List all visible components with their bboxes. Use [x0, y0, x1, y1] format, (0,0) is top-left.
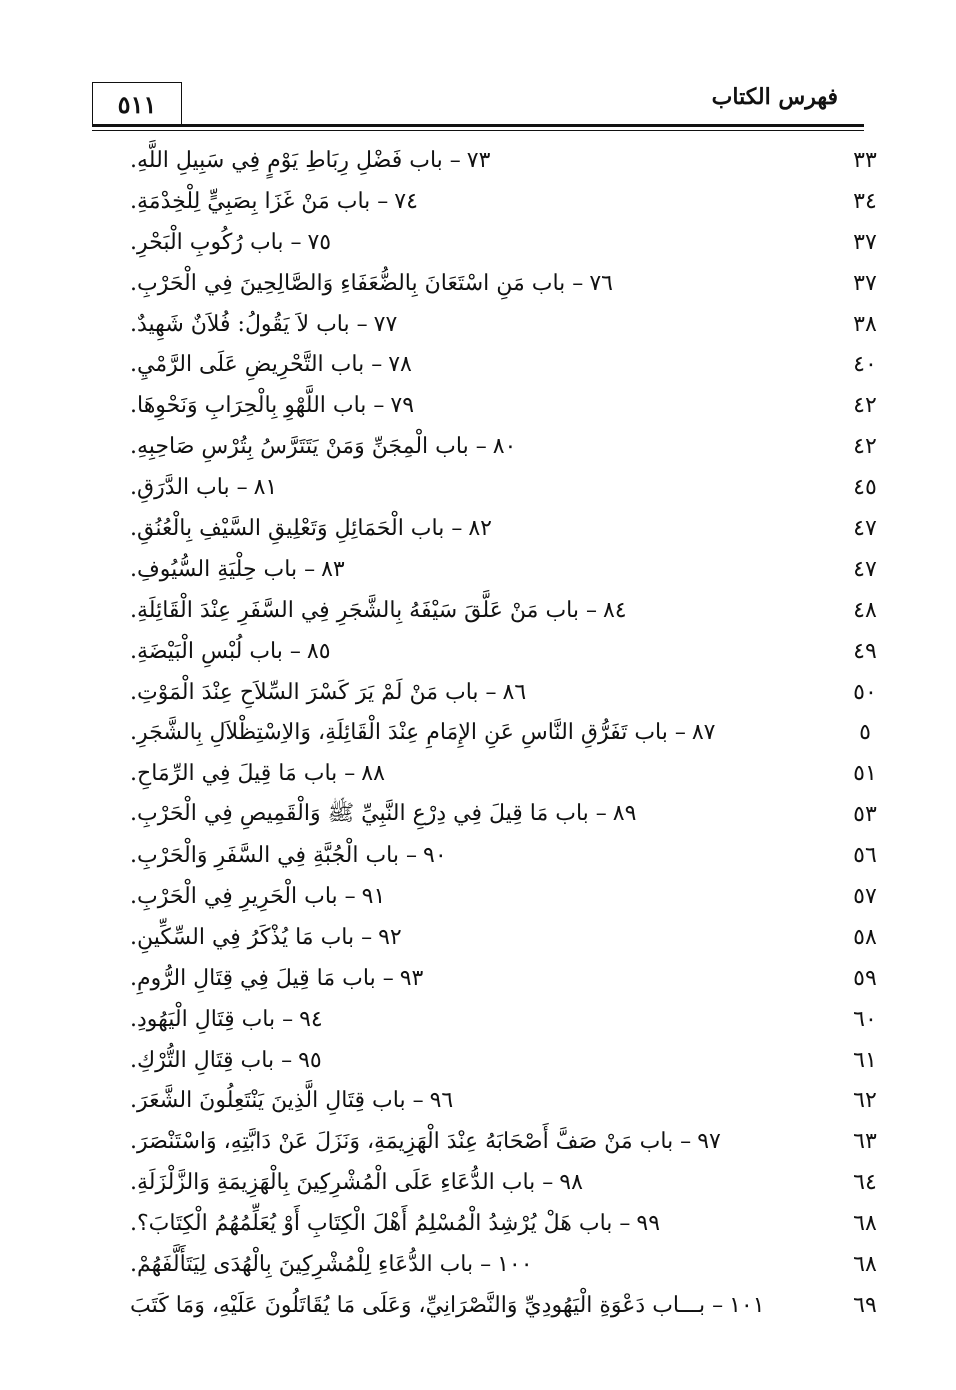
toc-entry-title: – باب مَا قِيلَ فِي قِتَالِ الرُّومِ. [130, 965, 394, 991]
toc-entry-number: ٨٤ [602, 597, 627, 623]
toc-row [130, 672, 890, 713]
toc-entry-title: – باب التَّحْرِيضِ عَلَى الرَّمْيِ. [130, 352, 383, 378]
toc-entry [130, 1088, 453, 1113]
toc-row [130, 426, 890, 467]
running-header-title: فهرس الكتاب [711, 84, 838, 110]
toc-row [130, 835, 890, 876]
toc-entry-number: ٨١ [253, 475, 278, 501]
toc-page-number: ٥٨ [853, 924, 877, 950]
toc-row [130, 1080, 890, 1121]
toc-entry-number: ٩٨ [559, 1170, 583, 1196]
toc-row [130, 917, 890, 958]
toc-page-number: ٦٨ [853, 1251, 877, 1277]
toc-row [130, 263, 890, 304]
toc-page-number: ٥٧ [853, 883, 877, 909]
toc-entry-number: ٨٠ [492, 434, 517, 460]
toc-entry [130, 799, 636, 831]
toc-row [130, 304, 890, 345]
toc-entry-number: ١٠١ [729, 1292, 765, 1318]
toc-entry-title: – باب قِتَالِ الْيَهُودِ. [130, 1006, 294, 1032]
toc-entry-number: ٧٥ [307, 229, 332, 255]
toc-entry [130, 639, 331, 664]
toc-page-number: ٣٤ [853, 188, 877, 214]
toc-entry-number: ٧٨ [388, 352, 412, 378]
toc-page-number: ٣٧ [853, 270, 877, 296]
toc-entry-number: ٨٢ [468, 515, 492, 541]
toc-entry-title: – باب الدَّرَقِ. [130, 475, 248, 501]
toc-entry-title: – باب تَفَرُّقِ النَّاسِ عَنِ الإِمَامِ عِنْدَ الْقَائِلَةِ، وَالاِسْتِظْلاَلِ بِالشَّجَرِ. [130, 720, 686, 746]
toc-entry [130, 516, 492, 541]
page-number: ٥١١ [117, 90, 157, 119]
toc-page-number: ٦٠ [853, 1006, 877, 1032]
toc-page-number: ٤٩ [853, 638, 877, 664]
toc-entry [130, 1252, 533, 1277]
toc-row [130, 549, 890, 590]
toc-page-number: ٥٩ [853, 965, 877, 991]
toc-page-number: ٥٦ [853, 843, 877, 869]
toc-entry-title: – باب الدُّعَاءِ عَلَى الْمُشْرِكِينَ بِالْهَزِيمَةِ وَالزَّلْزَلَةِ. [130, 1170, 554, 1196]
toc-page-number: ٦١ [853, 1047, 877, 1073]
toc-row [130, 1203, 890, 1244]
toc-entry [130, 720, 716, 745]
toc-entry-title: – باب مَنْ صَفَّ أَصْحَابَهُ عِنْدَ الْهَزِيمَةِ، وَنَزَلَ عَنْ دَابَّتِهِ، وَاسْتَنْصَرَ. [130, 1129, 692, 1155]
toc-page-number: ٤٢ [853, 393, 877, 419]
toc-entry-title: – باب لاَ يَقُولُ: فُلاَنٌ شَهِيدٌ. [130, 311, 368, 337]
toc-row [130, 385, 890, 426]
page-number-box [92, 82, 182, 126]
toc-entry [130, 352, 412, 377]
toc-row [130, 508, 890, 549]
toc-page-number: ٣٨ [853, 311, 877, 337]
toc-entry [130, 393, 414, 418]
toc-page-number: ٣٧ [853, 229, 877, 255]
toc-entry [130, 1211, 660, 1236]
toc-entry-title: – باب اللَّهْوِ بِالْحِرَابِ وَنَحْوِهَا. [130, 393, 385, 419]
toc-page-number: ٣٣ [853, 147, 877, 173]
toc-page-number: ٦٩ [853, 1292, 877, 1318]
toc-entry-number: ٩٠ [423, 843, 447, 869]
toc-entry-number: ٧٩ [390, 393, 415, 419]
toc-row [130, 753, 890, 794]
toc-entry-title: – باب لُبْسِ الْبَيْضَةِ. [130, 638, 301, 664]
toc-entry-title: – باب الدُّعَاءِ لِلْمُشْرِكِينَ بِالْهُدَى لِيَتَأَلَّفَهُمْ. [130, 1251, 492, 1277]
toc-entry [130, 271, 613, 296]
toc-row [130, 590, 890, 631]
toc-entry-number: ٨٦ [502, 679, 527, 705]
toc-row [130, 1121, 890, 1162]
toc-entry-number: ٨٨ [361, 761, 385, 787]
toc-row [130, 1162, 890, 1203]
toc-entry [130, 761, 385, 786]
header-rule-thick [92, 124, 864, 127]
toc-entry-title: – بـــاب دَعْوَةِ الْيَهُودِيِّ وَالنَّصْرَانِيِّ، وَعَلَى مَا يُقَاتَلُونَ عَلَيْهِ، وَمَا كَتَبَ [130, 1292, 724, 1318]
toc-entry [130, 189, 418, 214]
toc-entry-title: – باب مَا قِيلَ فِي الرِّمَاحِ. [130, 761, 356, 787]
toc-entry [130, 557, 345, 582]
toc-entry [130, 312, 397, 337]
toc-row [130, 344, 890, 385]
toc-page-number: ٦٤ [853, 1170, 877, 1196]
toc-entry-title: – باب مَنْ غَزَا بِصَبِيٍّ لِلْخِدْمَةِ. [130, 188, 389, 214]
header-rule-thin [92, 130, 864, 131]
toc-entry [130, 230, 331, 255]
toc-entry [130, 680, 526, 705]
toc-entry-number: ٨٣ [321, 556, 345, 582]
toc-row [130, 1040, 890, 1081]
toc-entry-number: ٨٧ [691, 720, 716, 746]
toc-entry-number: ٩٩ [636, 1211, 661, 1237]
toc-page-number: ٦٢ [853, 1088, 877, 1114]
toc-row [130, 181, 890, 222]
toc-row [130, 1244, 890, 1285]
toc-entry-number: ٩٤ [299, 1006, 323, 1032]
toc-row [130, 467, 890, 508]
toc-entry-number: ٨٩ [612, 800, 637, 826]
toc-entry-title: – باب مَا يُذْكَرُ فِي السِّكِّينِ. [130, 924, 373, 950]
table-of-contents [130, 140, 890, 1326]
toc-entry-number: ٩٢ [378, 924, 402, 950]
toc-entry-title: – باب الْجُبَّةِ فِي السَّفَرِ وَالْحَرْبِ. [130, 843, 417, 869]
toc-entry-number: ٧٤ [394, 188, 418, 214]
toc-entry-number: ٧٦ [589, 270, 613, 296]
toc-entry-number: ٨٥ [306, 638, 331, 664]
toc-row [130, 1285, 890, 1326]
toc-entry-title: – باب الْحَمَائِلِ وَتَعْلِيقِ السَّيْفِ بِالْعُنُقِ. [130, 515, 463, 541]
toc-entry-title: – باب الْحَرِيرِ فِي الْحَرْبِ. [130, 883, 356, 909]
toc-entry [130, 475, 277, 500]
toc-entry-number: ٩٦ [429, 1088, 454, 1114]
toc-row [130, 999, 890, 1040]
toc-entry-title: – باب مَنْ عَلَّقَ سَيْفَهُ بِالشَّجَرِ فِي السَّفَرِ عِنْدَ الْقَائِلَةِ. [130, 597, 597, 623]
toc-entry-title: – باب رُكُوبِ الْبَحْرِ. [130, 229, 302, 255]
toc-page-number: ٥١ [853, 761, 877, 787]
toc-entry-title: – باب فَضْلِ رِبَاطِ يَوْمٍ فِي سَبِيلِ اللَّهِ. [130, 147, 461, 173]
toc-entry-title: – باب مَنْ لَمْ يَرَ كَسْرَ السِّلاَحِ عِنْدَ الْمَوْتِ. [130, 679, 497, 705]
toc-entry-number: ٧٣ [466, 147, 491, 173]
toc-entry [130, 1293, 765, 1318]
toc-row [130, 222, 890, 263]
toc-page-number: ٦٨ [853, 1211, 877, 1237]
toc-row [130, 712, 890, 753]
toc-page-number: ٥٠ [853, 679, 877, 705]
toc-entry-title: – باب مَنِ اسْتَعَانَ بِالضُّعَفَاءِ وَالصَّالِحِينَ فِي الْحَرْبِ. [130, 270, 584, 296]
toc-entry [130, 1048, 322, 1073]
toc-entry-title: – باب هَلْ يُرْشِدُ الْمُسْلِمُ أَهْلَ الْكِتَابِ أَوْ يُعَلِّمُهُمُ الْكِتَابَ؟. [130, 1211, 631, 1237]
toc-page-number: ٦٣ [853, 1129, 877, 1155]
toc-row [130, 140, 890, 181]
toc-entry [130, 1129, 721, 1154]
toc-entry [130, 148, 490, 173]
toc-page-number: ٤٧ [853, 556, 877, 582]
toc-entry [130, 1170, 583, 1195]
toc-entry-title: – باب الْمِجَنِّ وَمَنْ يَتَتَرَّسُ بِتُرْسِ صَاحِبِهِ. [130, 434, 487, 460]
toc-entry [130, 884, 385, 909]
toc-page-number: ٤٢ [853, 434, 877, 460]
toc-entry-title: – باب قِتَالِ التُّرْكِ. [130, 1047, 293, 1073]
toc-entry-number: ٩٣ [399, 965, 424, 991]
toc-entry [130, 843, 447, 868]
toc-entry-number: ٩١ [361, 883, 386, 909]
toc-entry-title: – باب قِتَالِ الَّذِينَ يَنْتَعِلُونَ الشَّعَرَ. [130, 1088, 424, 1114]
toc-page-number: ٥٣ [853, 802, 877, 828]
toc-entry-title: – باب مَا قِيلَ فِي دِرْعِ النَّبِيِّ ﷺ وَالْقَمِيصِ فِي الْحَرْبِ. [130, 800, 607, 826]
toc-page-number: ٤٨ [853, 597, 877, 623]
toc-page-number: ٤٥ [853, 475, 877, 501]
toc-page-number: ٤٠ [853, 352, 877, 378]
toc-row [130, 794, 890, 835]
toc-row [130, 876, 890, 917]
toc-page-number: ٥ [859, 720, 871, 746]
toc-entry [130, 966, 423, 991]
toc-entry [130, 1007, 323, 1032]
toc-entry-number: ٩٥ [298, 1047, 322, 1073]
toc-entry-number: ١٠٠ [497, 1251, 533, 1277]
toc-entry [130, 434, 516, 459]
toc-entry-number: ٩٧ [697, 1129, 721, 1155]
toc-entry [130, 925, 402, 950]
toc-page-number: ٤٧ [853, 515, 877, 541]
toc-entry [130, 598, 627, 623]
toc-entry-title: – باب حِلْيَةِ السُّيُوفِ. [130, 556, 316, 582]
toc-entry-number: ٧٧ [373, 311, 398, 337]
toc-row [130, 958, 890, 999]
toc-row [130, 631, 890, 672]
